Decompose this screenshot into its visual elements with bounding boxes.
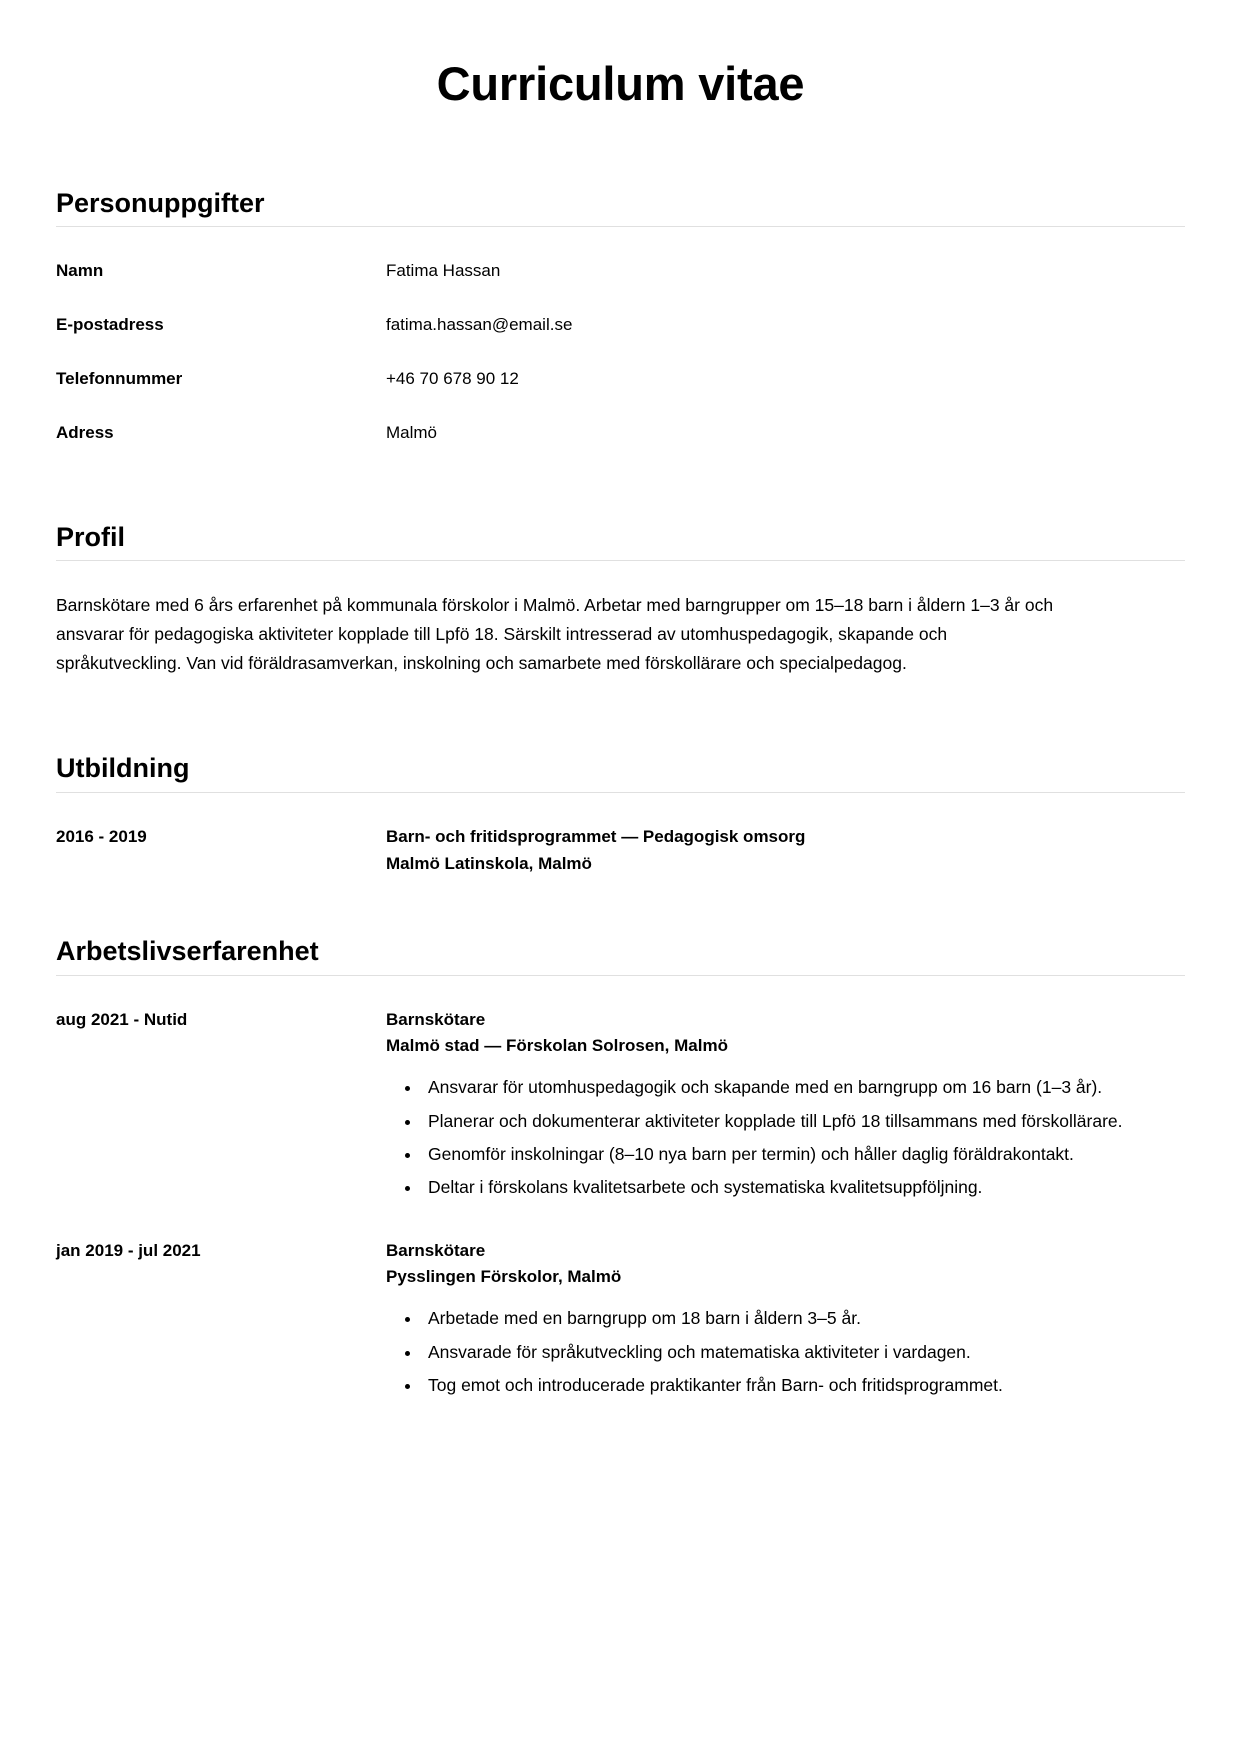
section-heading-personal-details: Personuppgifter [56, 187, 265, 218]
work-entry [56, 1202, 1185, 1400]
entry-bullet-list [386, 1304, 1185, 1399]
list-item: • Genomför inskolningar (8–10 nya barn per termin) och håller daglig föräldrakontakt. [422, 1140, 1185, 1168]
personal-details-list [56, 227, 1185, 444]
detail-label: E-postadress [56, 315, 164, 335]
entry-period: aug 2021 - Nutid [56, 1009, 188, 1029]
work-entry [56, 976, 1185, 1202]
detail-row-email [56, 283, 1185, 337]
detail-row-namn [56, 227, 1185, 283]
list-item: • Ansvarar för utomhuspedagogik och skapande med en barngrupp om 16 barn (1–3 år). [422, 1073, 1185, 1101]
list-item: • Deltar i förskolans kvalitetsarbete och systematiska kvalitetsuppföljning. [422, 1173, 1185, 1201]
list-item: • Arbetade med en barngrupp om 18 barn i åldern 3–5 år. [422, 1304, 1185, 1332]
section-education [56, 752, 1185, 876]
list-item: • Planerar och dokumenterar aktiviteter kopplade till Lpfö 18 tillsammans med förskollärare. [422, 1107, 1185, 1135]
list-item: • Ansvarade för språkutveckling och matematiska aktiviteter i vardagen. [422, 1338, 1185, 1366]
section-heading-work-experience: Arbetslivserfarenhet [56, 935, 319, 966]
detail-row-address [56, 391, 1185, 445]
entry-body [386, 1238, 1185, 1400]
section-heading-profile: Profil [56, 521, 126, 552]
entry-title: Barnskötare [386, 1009, 486, 1029]
detail-label: Telefonnummer [56, 368, 183, 388]
detail-value: +46 70 678 90 12 [386, 368, 519, 388]
entry-title: Barnskötare [386, 1240, 486, 1260]
page-title: Curriculum vitae [436, 57, 805, 110]
entry-organisation: Malmö stad — Förskolan Solrosen, Malmö [386, 1035, 728, 1055]
entry-body [386, 824, 1185, 877]
detail-row-phone [56, 337, 1185, 391]
entry-organisation: Malmö Latinskola, Malmö [386, 853, 592, 873]
section-profile [56, 521, 1185, 679]
section-personal-details [56, 187, 1185, 445]
education-entry [56, 793, 1185, 877]
detail-value: fatima.hassan@email.se [386, 315, 573, 335]
detail-label: Namn [56, 261, 104, 281]
entry-bullet-list [386, 1073, 1185, 1201]
entry-title: Barn- och fritidsprogrammet — Pedagogisk omsorg [386, 827, 806, 847]
entry-period: jan 2019 - jul 2021 [56, 1240, 201, 1260]
detail-label: Adress [56, 422, 114, 442]
entry-organisation: Pysslingen Förskolor, Malmö [386, 1267, 622, 1287]
detail-value: Malmö [386, 422, 438, 442]
detail-value: Fatima Hassan [386, 261, 501, 281]
profile-paragraph: Barnskötare med 6 års erfarenhet på kommunala förskolor i Malmö. Arbetar med barngrupper om 15–18 barn i åldern 1–3 år och ansvarar för pedagogiska aktiviteter kopplade till Lpfö 18. Särskilt intresserad av utomhuspedagogik, skapande och språkutveckling. Van vid föräldrasamverkan, inskolning och samarbete med förskollärare och specialpedagog. [56, 595, 1054, 674]
section-heading-education: Utbildning [56, 753, 190, 784]
list-item: • Tog emot och introducerade praktikanter från Barn- och fritidsprogrammet. [422, 1371, 1185, 1399]
entry-period: 2016 - 2019 [56, 827, 147, 847]
entry-body [386, 1007, 1185, 1202]
section-work-experience [56, 935, 1185, 1400]
